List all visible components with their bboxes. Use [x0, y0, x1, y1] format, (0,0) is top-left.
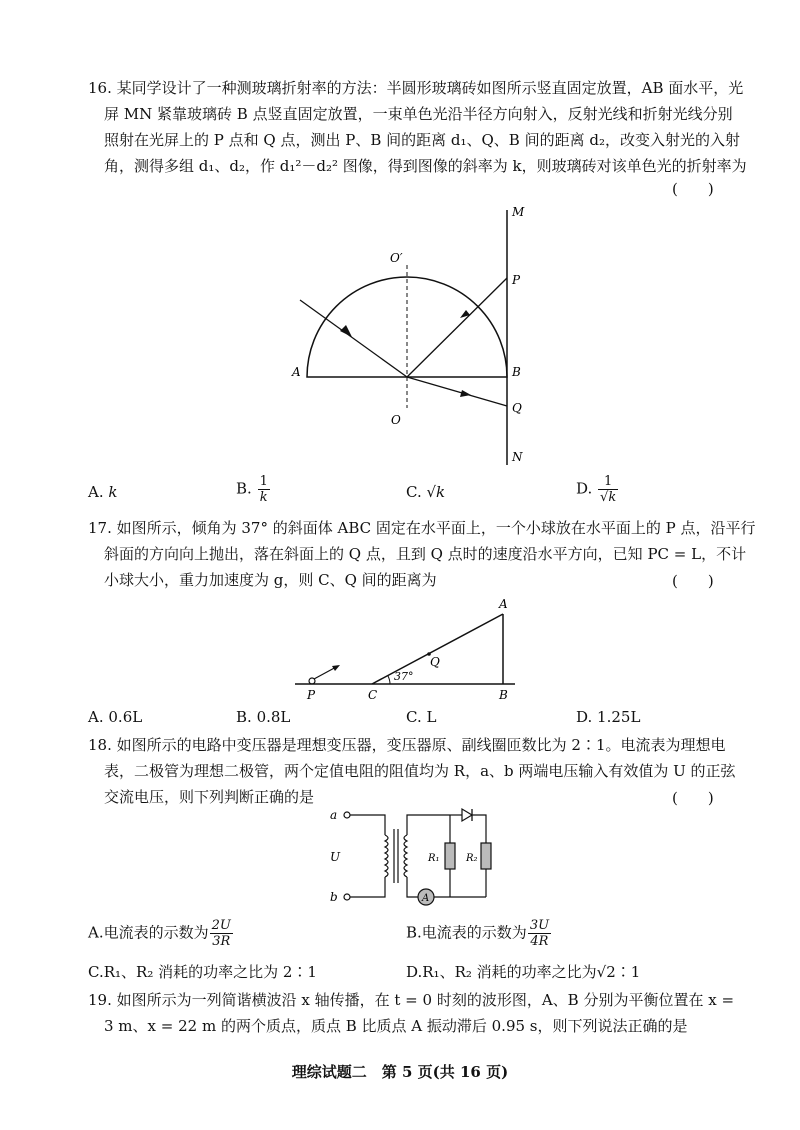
q17-line-1: 17. 如图所示，倾角为 37° 的斜面体 ABC 固定在水平面上，一个小球放在水平面上的 P 点，沿平行 [88, 519, 756, 537]
q18-option-a[interactable]: A.电流表的示数为 $\frac{2U}{3R}$ [88, 918, 231, 949]
ammeter-label: A [422, 893, 430, 904]
q17-option-b[interactable]: B. 0.8L [236, 708, 291, 726]
terminal-a [344, 812, 350, 818]
secondary-coil [404, 835, 407, 877]
resistor-r1 [445, 843, 455, 869]
q17-figure [290, 592, 530, 702]
q18-option-d[interactable]: D.R₁、R₂ 消耗的功率之比为√2∶1 [406, 963, 641, 981]
label-o: O [391, 413, 401, 427]
q16-option-b[interactable]: B. $\frac{1}{k}$ [236, 474, 268, 505]
label-c: C [368, 688, 378, 702]
q18-circuit [320, 805, 510, 915]
q17-option-a[interactable]: A. 0.6L [88, 708, 143, 726]
label-u: U [330, 850, 341, 864]
label-q: Q [512, 401, 522, 415]
diode-wire-right [472, 815, 486, 843]
q17-line-2: 斜面的方向向上抛出，落在斜面上的 Q 点，且到 Q 点时的速度沿水平方向，已知 PC = L，不计 [104, 545, 747, 563]
primary-wire [350, 815, 385, 835]
q16-line-3: 照射在光屏上的 P 点和 Q 点，测出 P、B 间的距离 d₁、Q、B 间的距离 d₂，改变入射光的入射 [104, 131, 740, 149]
label-a-terminal: a [330, 808, 338, 822]
label-a: A [292, 365, 301, 379]
primary-coil [385, 835, 388, 877]
q19-line-1: 19. 如图所示为一列简谐横波沿 x 轴传播，在 t = 0 时刻的波形图，A、B 分别为平衡位置在 x = [88, 991, 735, 1009]
label-b-terminal: b [330, 890, 338, 904]
terminal-b [344, 894, 350, 900]
q17-answer-paren: ( ) [672, 572, 714, 590]
q19-line-2: 3 m、x = 22 m 的两个质点，质点 B 比质点 A 振动滞后 0.95 s，则下列说法正确的是 [104, 1017, 688, 1035]
q16-option-c[interactable]: C. √k [406, 483, 446, 501]
label-m: M [512, 205, 525, 219]
incident-arrow [340, 325, 352, 337]
q18-line-2: 表，二极管为理想二极管，两个定值电阻的阻值均为 R，a、b 两端电压输入有效值为 U 的正弦 [104, 762, 736, 780]
q17-option-c[interactable]: C. L [406, 708, 437, 726]
q18-line-1: 18. 如图所示的电路中变压器是理想变压器，变压器原、副线圈匝数比为 2∶1。电流表为理想电 [88, 736, 726, 754]
primary-wire-bottom [350, 877, 385, 897]
label-q: Q [430, 655, 440, 669]
label-a: A [499, 597, 508, 611]
secondary-bottom-wire [407, 877, 418, 897]
label-r1: R₁ [428, 853, 440, 864]
refracted-ray [407, 377, 507, 406]
q17-line-3: 小球大小，重力加速度为 g，则 C、Q 间的距离为 [104, 571, 437, 589]
q16-option-a[interactable]: A. k [88, 483, 118, 501]
q16-line-2: 屏 MN 紧靠玻璃砖 B 点竖直固定放置，一束单色光沿半径方向射入，反射光线和折射光线分别 [104, 105, 733, 123]
q18-line-3: 交流电压，则下列判断正确的是 [104, 788, 315, 806]
diode [462, 809, 472, 821]
page-footer: 理综试题二 第 5 页(共 16 页) [291, 1063, 509, 1081]
angle-arc [388, 676, 390, 684]
label-b: B [512, 365, 521, 379]
label-b: B [499, 688, 508, 702]
label-p: P [512, 273, 521, 287]
q16-figure [280, 200, 540, 472]
refracted-arrow [460, 390, 471, 397]
incline-ca [372, 614, 503, 684]
q16-option-d[interactable]: D. $\frac{1}{√k}$ [576, 474, 617, 505]
q18-answer-paren: ( ) [672, 789, 714, 807]
q17-option-d[interactable]: D. 1.25L [576, 708, 641, 726]
q18-option-b[interactable]: B.电流表的示数为 $\frac{3U}{4R}$ [406, 918, 550, 949]
q16-answer-paren: ( ) [672, 180, 714, 198]
launch-arrowhead [332, 665, 340, 671]
secondary-top-wire [407, 815, 450, 835]
resistor-r2 [481, 843, 491, 869]
q16-line-4: 角，测得多组 d₁、d₂，作 d₁²－d₂² 图像，得到图像的斜率为 k，则玻璃砖对该单色光的折射率为 [104, 157, 747, 175]
q16-line-1: 16. 某同学设计了一种测玻璃折射率的方法：半圆形玻璃砖如图所示竖直固定放置，AB 面水平，光 [88, 79, 744, 97]
label-n: N [512, 450, 523, 464]
label-p: P [307, 688, 316, 702]
incident-ray [300, 300, 407, 377]
reflected-ray [407, 278, 507, 377]
label-o-prime: O′ [390, 251, 403, 265]
label-r2: R₂ [466, 853, 478, 864]
label-angle: 37° [394, 670, 414, 683]
q18-option-c[interactable]: C.R₁、R₂ 消耗的功率之比为 2∶1 [88, 963, 317, 981]
